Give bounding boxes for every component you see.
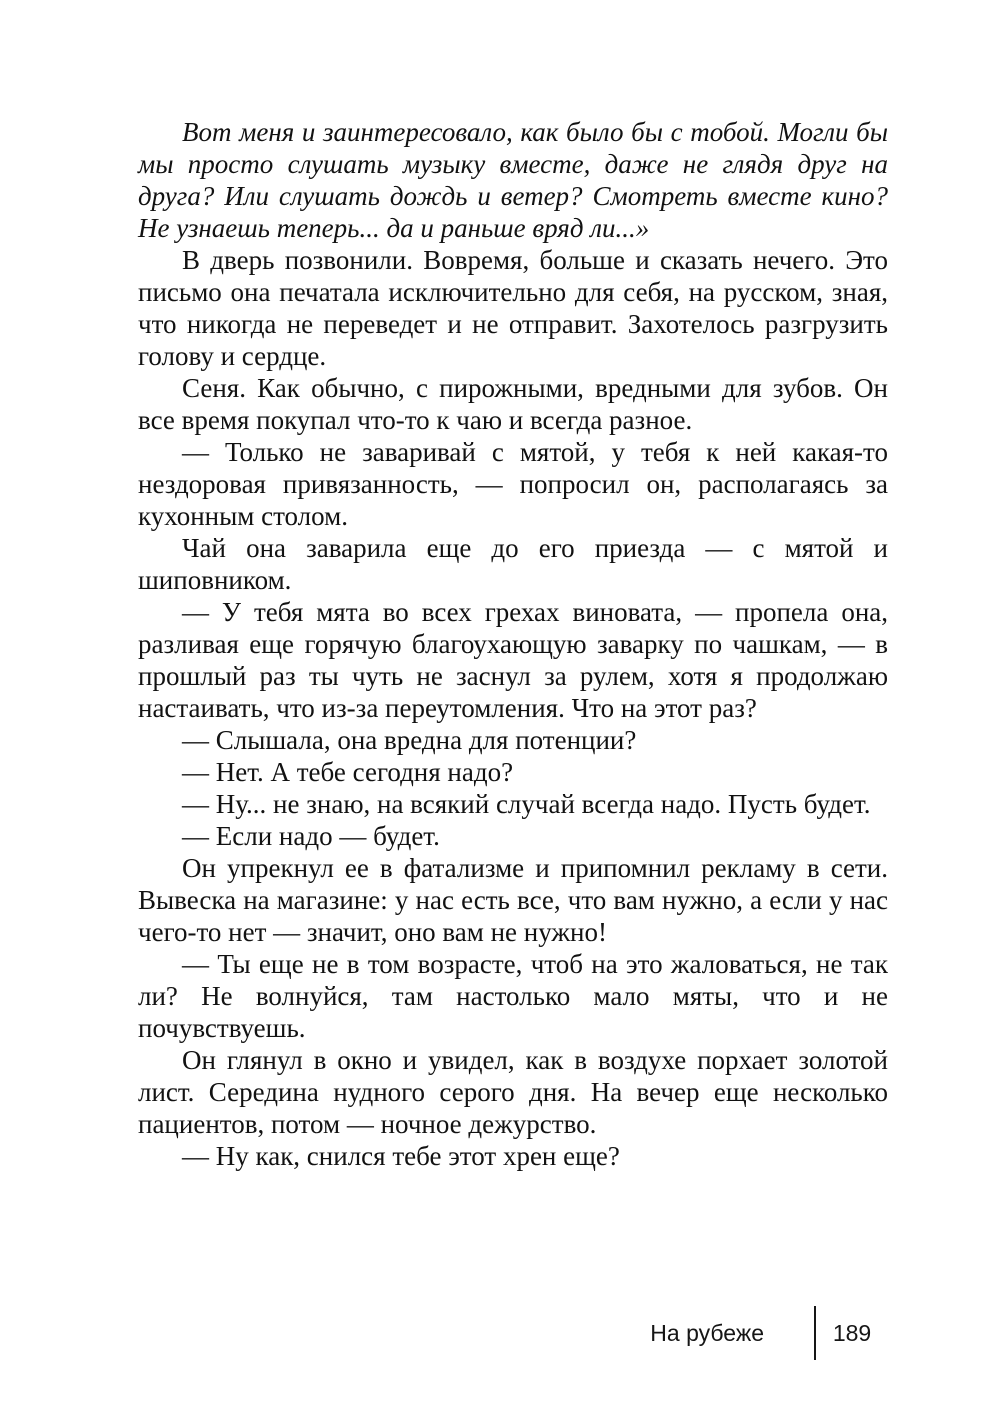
- paragraph: — Ну как, снился тебе этот хрен еще?: [182, 1141, 620, 1171]
- paragraph: Чай она заварила еще до его приезда — с мятой и шиповником.: [138, 533, 888, 595]
- paragraph: Он упрекнул ее в фатализме и припомнил рекламу в сети. Вывеска на магазине: у нас есть все, что вам нужно, а если у нас чего-то нет — значит, оно вам не нужно!: [138, 853, 888, 947]
- page-footer: [138, 1305, 888, 1361]
- paragraph: — Ты еще не в том возрасте, чтоб на это жаловаться, не так ли? Не волнуйся, там настолько мало мяты, что и не почувствуешь.: [138, 949, 888, 1043]
- paragraph: Сеня. Как обычно, с пирожными, вредными для зубов. Он все время покупал что-то к чаю и всегда разное.: [138, 373, 888, 435]
- paragraph: — Только не заваривай с мятой, у тебя к ней какая-то нездоровая привязанность, — попросил он, располагаясь за кухонным столом.: [138, 437, 888, 531]
- running-title: На рубеже: [650, 1319, 764, 1346]
- page-number: 189: [832, 1319, 872, 1346]
- paragraph: — Если надо — будет.: [182, 821, 440, 851]
- paragraph: — Ну... не знаю, на всякий случай всегда надо. Пусть будет.: [182, 789, 871, 819]
- paragraph: — Нет. А тебе сегодня надо?: [182, 757, 514, 787]
- page-text: [138, 116, 888, 1172]
- paragraph: Он глянул в окно и увидел, как в воздухе порхает золотой лист. Середина нудного серого дня. На вечер еще несколько пациентов, потом — ночное дежурство.: [138, 1045, 888, 1139]
- paragraph: — Слышала, она вредна для потенции?: [182, 725, 637, 755]
- paragraph: Вот меня и заинтересовало, как было бы с тобой. Могли бы мы просто слушать музыку вместе, даже не глядя друг на друга? Или слушать дождь и ветер? Смотреть вместе кино? Не узнаешь теперь... да и раньше вряд ли...»: [138, 117, 888, 243]
- paragraph: В дверь позвонили. Вовремя, больше и сказать нечего. Это письмо она печатала исключительно для себя, на русском, зная, что никогда не переведет и не отправит. Захотелось разгрузить голову и сердце.: [138, 245, 888, 371]
- paragraph: — У тебя мята во всех грехах виновата, — пропела она, разливая еще горячую благоухающую заварку по чашкам, — в прошлый раз ты чуть не заснул за рулем, хотя я продолжаю настаивать, что из-за переутомления. Что на этот раз?: [138, 597, 888, 723]
